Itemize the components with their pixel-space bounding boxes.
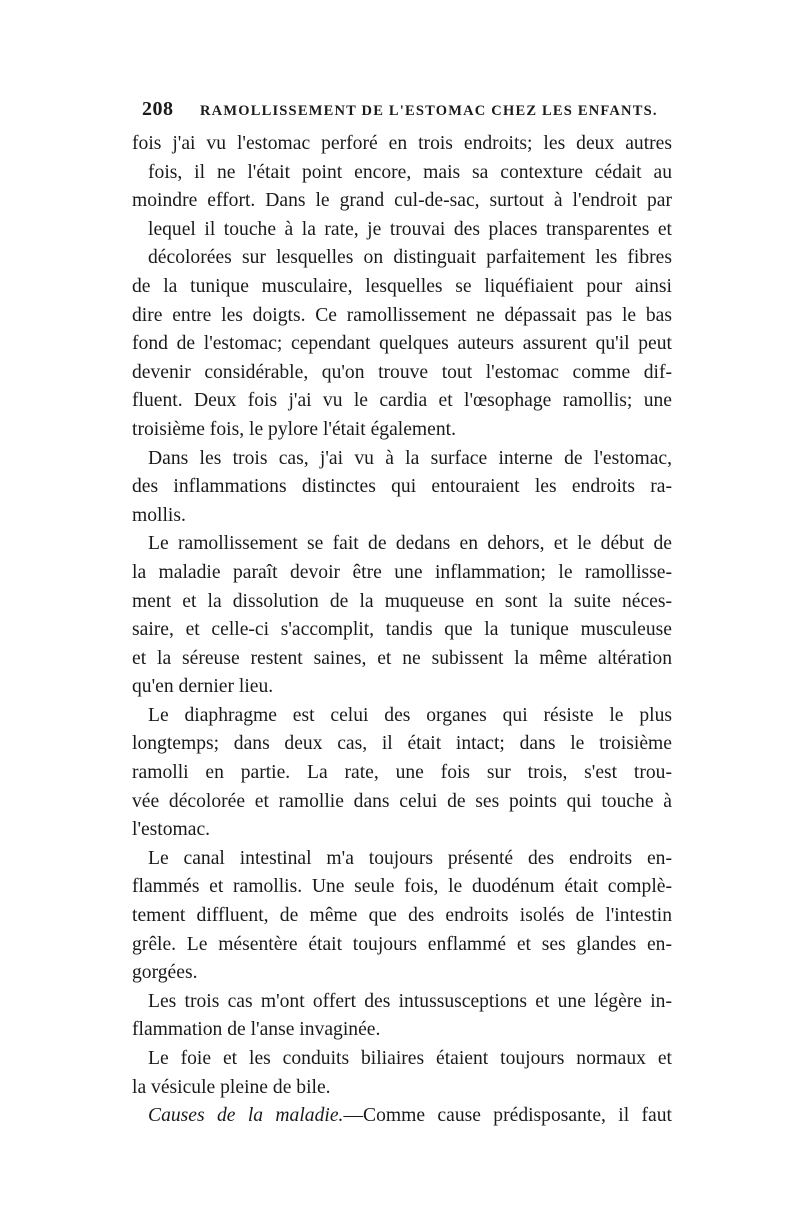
text-line: devenir considérable, qu'on trouve tout l'estomac comme dif- (132, 361, 672, 383)
section-heading-line (132, 1102, 672, 1131)
text-line: saire, et celle-ci s'accomplit, tandis que la tunique musculeuse (132, 619, 672, 641)
running-title: RAMOLLISSEMENT DE L'ESTOMAC CHEZ LES ENFANTS. (200, 103, 658, 119)
running-head (132, 96, 672, 126)
text-line: lequel il touche à la rate, je trouvai des places transparentes et (148, 218, 672, 240)
text-line: et la séreuse restent saines, et ne subissent la même altération (132, 647, 672, 669)
section-heading-rest: —Comme cause prédisposante, il faut (343, 1105, 672, 1127)
paragraph-start-line: Le foie et les conduits biliaires étaient toujours normaux et (148, 1048, 672, 1069)
text-line: décolorées sur lesquelles on distinguait parfaitement les fibres (148, 247, 672, 269)
paragraph-start-line: Les trois cas m'ont offert des intussusceptions et une légère in- (148, 990, 672, 1012)
text-line: fois, il ne l'était point encore, mais sa contexture cédait au (148, 161, 672, 183)
text-line: vée décolorée et ramollie dans celui de ses points qui touche à (132, 790, 672, 812)
paragraph-end-line: flammation de l'anse invaginée. (132, 1019, 381, 1041)
text-line: dire entre les doigts. Ce ramollissement ne dépassait pas le bas (132, 304, 672, 326)
text-line: moindre effort. Dans le grand cul-de-sac, surtout à l'endroit par (132, 190, 672, 212)
text-line: flammés et ramollis. Une seule fois, le duodénum était complè- (132, 876, 672, 898)
section-heading-italic: Causes de la maladie. (148, 1105, 344, 1127)
paragraph-end-line: troisième fois, le pylore l'était également. (132, 418, 456, 440)
paragraph-start-line: Le canal intestinal m'a toujours présenté des endroits en- (148, 847, 672, 869)
body-text (132, 130, 672, 1131)
text-line: fois j'ai vu l'estomac perforé en trois endroits; les deux autres (132, 133, 672, 154)
paragraph-end-line: l'estomac. (132, 819, 211, 841)
text-line: la maladie paraît devoir être une inflammation; le ramollisse- (132, 561, 672, 583)
paragraph-start-line: Le ramollissement se fait de dedans en dehors, et le début de (148, 533, 672, 555)
paragraph-end-line: gorgées. (132, 962, 198, 984)
text-line: fond de l'estomac; cependant quelques auteurs assurent qu'il peut (132, 333, 672, 355)
text-line: ramolli en partie. La rate, une fois sur trois, s'est trou- (132, 762, 672, 784)
paragraph-end-line: la vésicule pleine de bile. (132, 1076, 331, 1098)
paragraph-start-line: Le diaphragme est celui des organes qui résiste le plus (148, 704, 672, 726)
text-line: des inflammations distinctes qui entouraient les endroits ra- (132, 476, 672, 498)
paragraph-end-line: qu'en dernier lieu. (132, 676, 274, 698)
paragraph-start-line: Dans les trois cas, j'ai vu à la surface interne de l'estomac, (148, 447, 672, 469)
page-number: 208 (142, 98, 174, 120)
paragraph-end-line: mollis. (132, 504, 186, 526)
text-line: de la tunique musculaire, lesquelles se liquéfiaient pour ainsi (132, 275, 672, 297)
text-line: fluent. Deux fois j'ai vu le cardia et l'œsophage ramollis; une (132, 390, 672, 412)
text-line: longtemps; dans deux cas, il était intact; dans le troisième (132, 733, 672, 755)
text-line: grêle. Le mésentère était toujours enflammé et ses glandes en- (132, 933, 672, 955)
text-line: tement diffluent, de même que des endroits isolés de l'intestin (132, 905, 672, 927)
text-line: ment et la dissolution de la muqueuse en sont la suite néces- (132, 590, 672, 612)
